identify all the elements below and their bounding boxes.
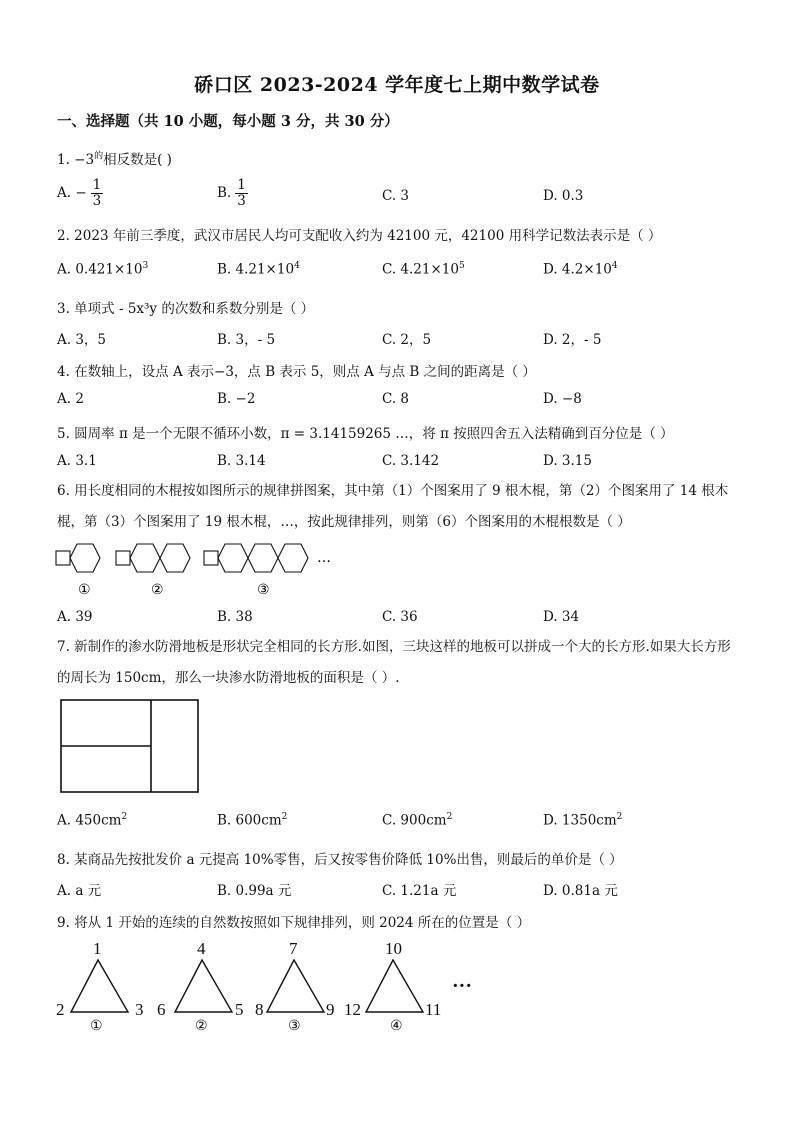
- q6-option-a[interactable]: A. 39: [57, 609, 93, 625]
- q4-option-c[interactable]: C. 8: [382, 391, 410, 407]
- triangle-4-left: 12: [344, 1000, 361, 1019]
- q4-option-d[interactable]: D. −8: [543, 391, 582, 407]
- page-title: 硚口区 2023-2024 学年度七上期中数学试卷: [194, 74, 600, 96]
- pattern-3-shape: [204, 544, 308, 572]
- q4-option-b[interactable]: B. −2: [217, 391, 256, 407]
- q8-option-a[interactable]: A. a 元: [57, 883, 102, 899]
- triangle-3-top: 7: [289, 939, 298, 958]
- q7-option-b[interactable]: [217, 812, 287, 829]
- question-1-sup: 的: [94, 151, 104, 162]
- q1-option-b-prefix: B.: [217, 185, 232, 201]
- q2-option-c-text: C. 4.21×10: [382, 261, 459, 278]
- q7-option-c-exponent: 2: [446, 812, 453, 822]
- q8-option-c[interactable]: C. 1.21a 元: [382, 883, 457, 899]
- q2-option-a[interactable]: [57, 261, 148, 278]
- triangle-3-left: 8: [255, 1000, 264, 1019]
- q5-option-d[interactable]: D. 3.15: [543, 453, 592, 469]
- question-1: [57, 148, 172, 168]
- question-9: 9. 将从 1 开始的连续的自然数按照如下规律排列，则 2024 所在的位置是（ ）: [57, 915, 531, 931]
- triangle-2-right: 5: [235, 1000, 244, 1019]
- question-5: 5. 圆周率 π 是一个无限不循环小数，π = 3.14159265 …，将 π 按照四舍五入法精确到百分位是（ ）: [57, 426, 674, 442]
- q7-option-c-text: C. 900cm: [382, 812, 447, 829]
- q2-option-d-exponent: 4: [611, 261, 618, 271]
- pattern-2-shape: [116, 544, 190, 572]
- q5-option-b[interactable]: B. 3.14: [217, 453, 266, 469]
- fraction-numerator: 1: [92, 177, 102, 193]
- q5-option-c[interactable]: C. 3.142: [382, 453, 440, 469]
- triangles-ellipsis: ···: [452, 975, 473, 997]
- q1-option-a-prefix: A. −: [57, 185, 87, 201]
- q2-option-d[interactable]: [543, 261, 618, 278]
- q1-option-b[interactable]: [217, 178, 248, 209]
- question-6: 6. 用长度相同的木棍按如图所示的规律拼图案，其中第（1）个图案用了 9 根木棍，第（2）个图案用了 14 根木棍，第（3）个图案用了 19 根木棍，…，按此规律排列，则第（6）个图案用的木棍根数是（ ）: [57, 483, 729, 530]
- q6-option-d[interactable]: D. 34: [543, 609, 580, 625]
- triangle-2-label: ②: [195, 1019, 208, 1034]
- question-3: 3. 单项式 - 5x³y 的次数和系数分别是（ ）: [57, 301, 315, 317]
- q7-option-a[interactable]: [57, 812, 127, 829]
- triangle-2-top: 4: [197, 939, 206, 958]
- q2-option-d-text: D. 4.2×10: [543, 261, 612, 278]
- triangle-1-label: ①: [90, 1019, 103, 1034]
- q2-option-b-text: B. 4.21×10: [217, 261, 295, 278]
- question-7: 7. 新制作的渗水防滑地板是形状完全相同的长方形.如图，三块这样的地板可以拼成一个大的长方形.如果大长方形的周长为 150cm，那么一块渗水防滑地板的面积是（ ）.: [57, 639, 731, 686]
- q2-option-a-exponent: 3: [142, 261, 149, 271]
- q7-option-a-exponent: 2: [121, 812, 128, 822]
- q6-option-b[interactable]: B. 38: [217, 609, 253, 625]
- question-1-text: 1. −3: [57, 152, 95, 168]
- triangle-1-left: 2: [56, 1000, 65, 1019]
- question-4: 4. 在数轴上，设点 A 表示−3，点 B 表示 5，则点 A 与点 B 之间的距离是（ ）: [57, 364, 536, 380]
- q1-option-c[interactable]: C. 3: [382, 188, 410, 204]
- floor-tile-figure: [60, 699, 202, 795]
- q6-option-c[interactable]: C. 36: [382, 609, 418, 625]
- stick-pattern-figure: [55, 540, 345, 602]
- q7-option-c[interactable]: [382, 812, 452, 829]
- q7-option-a-text: A. 450cm: [57, 812, 122, 829]
- fraction-denominator: 3: [237, 193, 246, 209]
- q2-option-c[interactable]: [382, 261, 465, 278]
- q2-option-a-text: A. 0.421×10: [57, 261, 143, 278]
- q2-option-b[interactable]: [217, 261, 300, 278]
- triangle-4-right: 11: [425, 1000, 442, 1019]
- triangle-4-label: ④: [390, 1019, 403, 1034]
- question-8: 8. 某商品先按批发价 a 元提高 10%零售，后又按零售价降低 10%出售，则最后的单价是（ ）: [57, 852, 623, 868]
- q1-option-a[interactable]: [57, 178, 103, 209]
- q4-option-a[interactable]: A. 2: [57, 391, 84, 407]
- q1-option-d[interactable]: D. 0.3: [543, 188, 584, 204]
- section-heading: 一、选择题（共 10 小题，每小题 3 分，共 30 分）: [57, 113, 399, 130]
- q3-option-c[interactable]: C. 2，5: [382, 332, 432, 348]
- q7-option-d-exponent: 2: [616, 812, 623, 822]
- pattern-label-3: ③: [257, 582, 270, 598]
- question-2: 2. 2023 年前三季度，武汉市居民人均可支配收入约为 42100 元，42100 用科学记数法表示是（ ）: [57, 228, 662, 244]
- triangle-2: [175, 960, 232, 1012]
- q1-option-a-fraction: [91, 178, 104, 209]
- triangle-3-label: ③: [288, 1019, 301, 1034]
- pattern-1-shape: [56, 544, 100, 572]
- triangle-3-right: 9: [326, 1000, 335, 1019]
- fraction-denominator: 3: [92, 193, 102, 209]
- triangle-2-left: 6: [157, 1000, 166, 1019]
- triangle-1-top: 1: [93, 939, 102, 958]
- q7-option-b-exponent: 2: [281, 812, 288, 822]
- triangle-3: [267, 960, 324, 1012]
- q7-option-d[interactable]: [543, 812, 622, 829]
- q2-option-c-exponent: 5: [458, 261, 465, 271]
- q8-option-b[interactable]: B. 0.99a 元: [217, 883, 292, 899]
- q3-option-a[interactable]: A. 3，5: [57, 332, 107, 348]
- q7-option-b-text: B. 600cm: [217, 812, 282, 829]
- triangle-4-top: 10: [385, 939, 402, 958]
- q2-option-b-exponent: 4: [294, 261, 300, 271]
- pattern-label-1: ①: [78, 582, 91, 598]
- q8-option-d[interactable]: D. 0.81a 元: [543, 883, 618, 899]
- pattern-ellipsis: …: [317, 550, 331, 566]
- q3-option-b[interactable]: B. 3，- 5: [217, 332, 276, 348]
- question-1-text2: 相反数是( ): [103, 152, 172, 168]
- q5-option-a[interactable]: A. 3.1: [57, 453, 97, 469]
- triangle-4: [366, 960, 423, 1012]
- number-triangles-figure: [52, 935, 492, 1035]
- q7-option-d-text: D. 1350cm: [543, 812, 617, 829]
- triangle-1-right: 3: [135, 1000, 144, 1019]
- q1-option-b-fraction: [235, 178, 248, 209]
- triangle-1: [71, 960, 128, 1012]
- pattern-label-2: ②: [151, 582, 164, 598]
- fraction-numerator: 1: [237, 177, 246, 193]
- q3-option-d[interactable]: D. 2，- 5: [543, 332, 602, 348]
